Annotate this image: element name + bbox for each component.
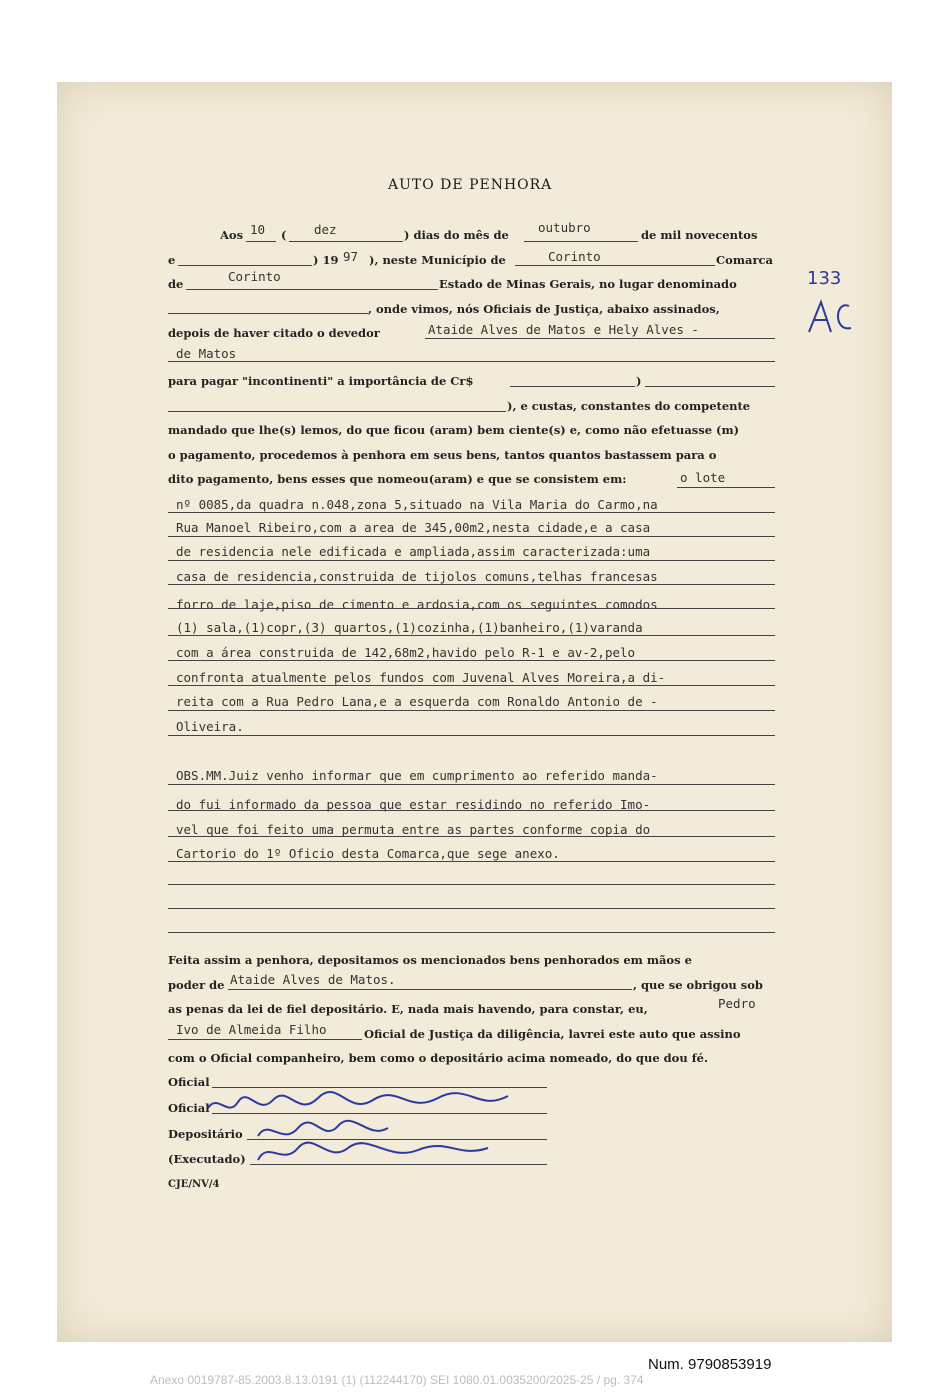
label-estado: Estado de Minas Gerais, no lugar denominado xyxy=(439,277,737,291)
label-ano-prefix: ) 19 xyxy=(313,253,339,267)
label-mandado: mandado que lhe(s) lemos, do que ficou (aram) bem ciente(s) e, como não efetuasse (m) xyxy=(168,423,740,437)
label-feita: Feita assim a penhora, depositamos os mencionados bens penhorados em mãos e xyxy=(168,953,692,967)
label-com-oficial: com o Oficial companheiro, bem como o depositário acima nomeado, do que dou fé. xyxy=(168,1051,708,1065)
bens-line: nº 0085,da quadra n.048,zona 5,situado na Vila Maria do Carmo,na xyxy=(176,497,658,512)
label-aos: Aos xyxy=(220,228,244,242)
footer-stamp: Anexo 0019787-85.2003.8.13.0191 (1) (112244170) SEI 1080.01.0035200/2025-25 / pg. 374 xyxy=(150,1373,644,1387)
form-code: CJE/NV/4 xyxy=(168,1179,220,1190)
label-para-pagar: para pagar "incontinenti" a importância de Cr$ xyxy=(168,374,474,388)
document-title: AUTO DE PENHORA xyxy=(388,177,553,193)
label-depois: depois de haver citado o devedor xyxy=(168,326,380,340)
handwritten-signatures xyxy=(198,1088,528,1168)
label-obrigou: , que se obrigou sob xyxy=(633,978,763,992)
dia-ext: dez xyxy=(314,222,337,237)
bens-line: de residencia nele edificada e ampliada,assim caracterizada:uma xyxy=(176,544,651,559)
bens-line: casa de residencia,construida de tijolos comuns,telhas francesas xyxy=(176,569,658,584)
label-as-penas: as penas da lei de fiel depositário. E, nada mais havendo, para constar, eu, xyxy=(168,1002,648,1016)
obs-line: vel que foi feito uma permuta entre as partes conforme copia do xyxy=(176,822,651,837)
depositario-nome: Ataide Alves de Matos. xyxy=(230,972,396,987)
label-depositario: Depositário xyxy=(168,1127,243,1141)
label-pagamento: o pagamento, procedemos à penhora em seus bens, tantos quantos bastassem para o xyxy=(168,448,717,462)
label-dito: dito pagamento, bens esses que nomeou(aram) e que se consistem em: xyxy=(168,472,627,486)
bens-line: Oliveira. xyxy=(176,719,244,734)
bens-line: com a área construida de 142,68m2,havido pelo R-1 e av-2,pelo xyxy=(176,645,636,660)
devedor-2: de Matos xyxy=(176,346,237,361)
comarca-nome: Corinto xyxy=(228,269,281,284)
bens-start: o lote xyxy=(680,470,726,485)
label-oficial-2: Oficial xyxy=(168,1101,210,1115)
oficial-nome-1: Pedro xyxy=(718,996,756,1011)
label-poder-de: poder de xyxy=(168,978,225,992)
document-number: Num. 9790853919 xyxy=(648,1356,772,1373)
paren-close: ) xyxy=(636,374,642,388)
municipio: Corinto xyxy=(548,249,601,264)
mes: outubro xyxy=(538,220,591,235)
ano: 97 xyxy=(343,249,359,264)
dia-num: 10 xyxy=(250,222,266,237)
label-executado: (Executado) xyxy=(168,1152,246,1166)
bens-line: (1) sala,(1)copr,(3) quartos,(1)cozinha,(1)banheiro,(1)varanda xyxy=(176,620,643,635)
obs-line: OBS.MM.Juiz venho informar que em cumprimento ao referido manda- xyxy=(176,768,658,783)
label-de: de xyxy=(168,277,184,291)
bens-line: reita com a Rua Pedro Lana,e a esquerda com Ronaldo Antonio de - xyxy=(176,694,658,709)
paren-open: ( xyxy=(281,228,287,242)
label-dias-mes: ) dias do mês de xyxy=(404,228,509,242)
label-e-custas: ), e custas, constantes do competente xyxy=(507,399,751,413)
bens-line: confronta atualmente pelos fundos com Juvenal Alves Moreira,a di- xyxy=(176,670,666,685)
obs-line: Cartorio do 1º Oficio desta Comarca,que sege anexo. xyxy=(176,846,560,861)
label-municipio: ), neste Município de xyxy=(369,253,506,267)
label-oficial-1: Oficial xyxy=(168,1075,210,1089)
label-oficial-diligencia: Oficial de Justiça da diligência, lavrei este auto que assino xyxy=(364,1027,741,1041)
label-e: e xyxy=(168,253,176,267)
devedor-1: Ataide Alves de Matos e Hely Alves - xyxy=(428,322,699,337)
svg-text:133: 133 xyxy=(807,268,842,289)
bens-line: forro de laje,piso de cimento e ardosia,com os seguintes comodos xyxy=(176,597,658,612)
bens-line: Rua Manoel Ribeiro,com a area de 345,00m2,nesta cidade,e a casa xyxy=(176,520,651,535)
margin-handwritten-note xyxy=(805,262,865,342)
obs-line: do fui informado da pessoa que estar residindo no referido Imo- xyxy=(176,797,651,812)
label-de-mil: de mil novecentos xyxy=(641,228,758,242)
label-comarca: Comarca xyxy=(716,253,773,267)
label-onde-vimos: , onde vimos, nós Oficiais de Justiça, abaixo assinados, xyxy=(368,302,720,316)
oficial-nome-2: Ivo de Almeida Filho xyxy=(176,1022,327,1037)
